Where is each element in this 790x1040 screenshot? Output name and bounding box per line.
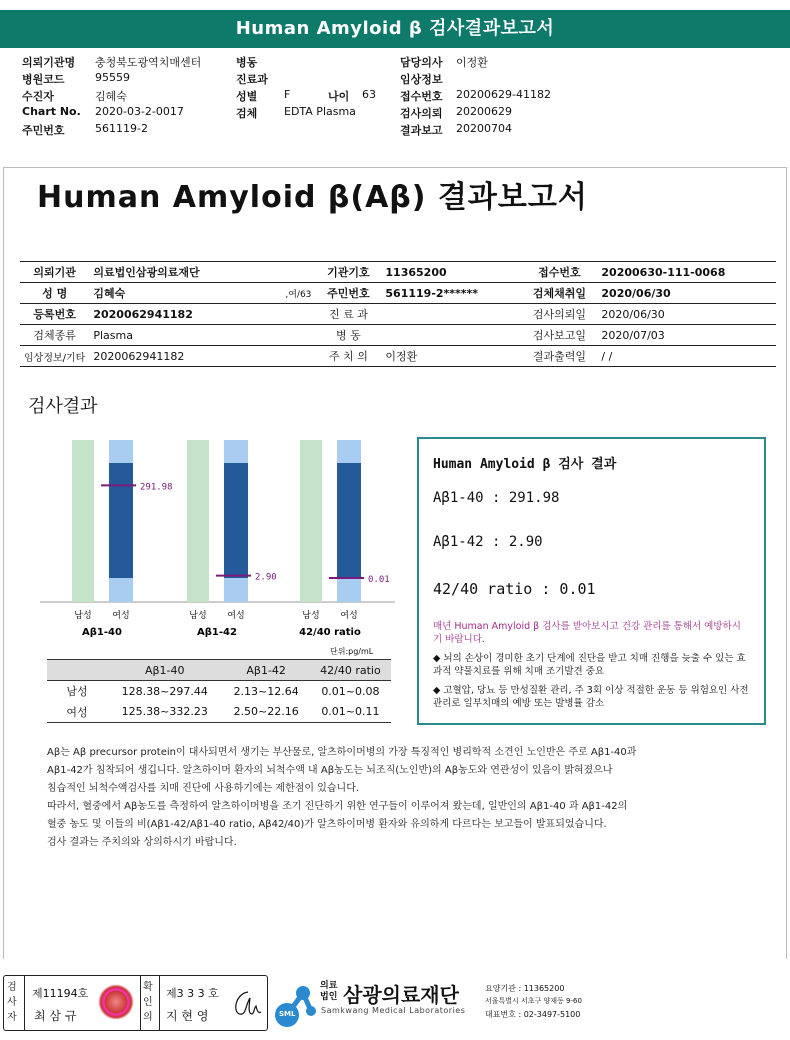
result-bullet: ◆ 뇌의 손상이 경미한 초기 단계에 진단을 받고 치매 진행을 늦출 수 있는 효과적 약물치료를 위해 치매 조기발견 중요	[433, 653, 746, 677]
result-ratio: 42/40 ratio : 0.01	[433, 580, 596, 598]
info-cell: 561119-2******	[381, 283, 521, 304]
clinical-label: 임상정보	[400, 73, 443, 86]
info-cell: / /	[597, 346, 776, 367]
patient-value-label: 2.90	[255, 572, 277, 583]
info-cell: 성 명	[20, 283, 89, 304]
description-line: 검사 결과는 주치의와 상의하시기 바랍니다.	[47, 837, 237, 848]
ref-cell: 남성	[66, 685, 88, 699]
male-axis-label: 남성	[74, 611, 92, 621]
info-cell: 진 료 과	[315, 304, 381, 325]
male-axis-label: 남성	[302, 611, 320, 621]
signature-box	[3, 975, 268, 1031]
info-cell: 2020/07/03	[597, 325, 776, 346]
description-line: 혈중 농도 및 이들의 비(Aβ1-42/Aβ1-40 ratio, Aβ42/40)가 알츠하이머병 환자와 유의하게 다르다는 보고들이 발표되었습니다.	[47, 819, 607, 830]
female-normal-range-bar	[337, 463, 361, 578]
org-tel-line: 대표번호 : 02-3497-5100	[485, 1010, 581, 1019]
patient-value: 김혜숙	[95, 90, 127, 103]
male-range-bar	[300, 440, 322, 602]
tester-name: 최 삼 규	[34, 1009, 77, 1023]
info-cell: Plasma	[89, 325, 315, 346]
female-axis-label: 여성	[340, 611, 358, 621]
group-axis-label: 42/40 ratio	[299, 627, 361, 638]
female-axis-label: 여성	[227, 611, 245, 621]
receipt-label: 접수번호	[400, 90, 443, 103]
seal-stamp-icon	[98, 984, 134, 1020]
description	[47, 744, 777, 852]
description-line: 침습적인 뇌척수액검사를 치매 진단에 사용하기에는 제한점이 있습니다.	[47, 783, 360, 794]
info-cell: 검사의뢰일	[521, 304, 597, 325]
ref-header: 42/40 ratio	[310, 660, 391, 681]
sex-label: 성별	[236, 90, 258, 103]
ref-cell: 2.50~22.16	[222, 702, 309, 723]
tester-label: 검사자	[7, 982, 17, 1023]
chart-no-value: 2020-03-2-0017	[95, 105, 184, 118]
org-prefix: 의료법인	[320, 981, 338, 1002]
report-label: 결과보고	[400, 124, 443, 137]
code-label: 병원코드	[22, 73, 65, 86]
info-cell: 의료법인삼광의료재단	[89, 262, 269, 283]
org-english-name: Samkwang Medical Laboratories	[321, 1006, 466, 1015]
info-cell: 검사보고일	[521, 325, 597, 346]
confirm-name: 지 현 영	[166, 1009, 209, 1023]
info-cell: 의뢰기관	[20, 262, 89, 283]
info-cell: 병 동	[315, 325, 381, 346]
info-cell: 김혜숙	[89, 283, 269, 304]
doctor-value: 이정환	[456, 56, 488, 69]
result-ab42: Aβ1-42 : 2.90	[433, 534, 543, 550]
report-banner-title: Human Amyloid β 검사결과보고서	[0, 10, 790, 48]
age-value: 63	[362, 88, 376, 101]
ref-cell: 2.13~12.64	[233, 684, 299, 698]
org-name: 삼광의료재단	[343, 983, 459, 1007]
info-cell: ,여/63	[269, 283, 315, 304]
info-cell	[381, 325, 521, 346]
ref-cell: 128.38~297.44	[121, 684, 208, 698]
info-cell: 주 치 의	[315, 346, 381, 367]
male-range-bar	[187, 440, 209, 602]
patient-value-label: 291.98	[140, 482, 173, 493]
female-normal-range-bar	[109, 463, 133, 578]
ref-cell: 125.38~332.23	[107, 702, 222, 723]
patient-label: 수진자	[22, 90, 54, 103]
info-cell: 접수번호	[521, 262, 597, 283]
result-note: 매년 Human Amyloid β 검사를 받아보시고 건강 관리를 통해서 예방하시기 바랍니다.	[433, 621, 741, 645]
ref-cell: 여성	[47, 702, 107, 723]
request-value: 20200629	[456, 105, 512, 118]
info-cell: 검체종류	[20, 325, 89, 346]
info-cell	[381, 304, 521, 325]
ref-header: Aβ1-40	[107, 660, 222, 681]
ref-header: Aβ1-42	[222, 660, 309, 681]
group-axis-label: Aβ1-42	[197, 627, 237, 638]
info-cell: 결과출력일	[521, 346, 597, 367]
ward-label: 병동	[236, 56, 258, 69]
result-bullet: ◆ 고혈압, 당뇨 등 만성질환 관리, 주 3회 이상 적절한 운동 등 위험요인 사전관리로 일부치매의 예방 또는 발병률 감소	[433, 685, 749, 709]
result-summary-box	[417, 437, 766, 725]
request-label: 검사의뢰	[400, 107, 443, 120]
info-cell: 등록번호	[20, 304, 89, 325]
info-cell: 기관기호	[315, 262, 381, 283]
info-cell: 주민번호	[315, 283, 381, 304]
info-cell: 2020062941182	[89, 346, 315, 367]
chart-no-label: Chart No.	[22, 105, 81, 118]
signature-icon	[226, 984, 264, 1022]
info-cell: 11365200	[381, 262, 521, 283]
result-ab40: Aβ1-40 : 291.98	[433, 490, 560, 506]
male-axis-label: 남성	[189, 611, 207, 621]
result-box-title: Human Amyloid β 검사 결과	[433, 457, 617, 472]
hosp-value: 충청북도광역치매센터	[95, 56, 202, 69]
unit-label: 단위:pg/mL	[330, 647, 374, 656]
info-cell: 2020062941182	[89, 304, 315, 325]
male-range-bar	[72, 440, 94, 602]
hosp-label: 의뢰기관명	[22, 56, 76, 69]
info-cell: 20200630-111-0068	[597, 262, 776, 283]
amyloid-chart	[40, 430, 400, 640]
sml-logo-icon	[273, 977, 319, 1031]
info-cell: 이정환	[381, 346, 521, 367]
group-axis-label: Aβ1-40	[82, 627, 122, 638]
description-line: Aβ1-42가 침착되어 생깁니다. 알츠하이머 환자의 뇌척수액 내 Aβ농도는 뇌조직(노인반)의 Aβ농도와 연관성이 있음이 밝혀졌으나	[47, 765, 613, 776]
org-code-line: 요양기관 : 11365200	[485, 984, 565, 993]
info-cell: 2020/06/30	[597, 304, 776, 325]
info-cell: 검체채취일	[521, 283, 597, 304]
rrn-label: 주민번호	[22, 124, 65, 137]
dept-label: 진료과	[236, 73, 268, 86]
confirm-number: 제3 3 3 호	[166, 987, 219, 1000]
request-header	[22, 54, 782, 139]
female-axis-label: 여성	[112, 611, 130, 621]
sex-value: F	[284, 88, 291, 101]
info-cell: 2020/06/30	[597, 283, 776, 304]
org-address-line: 서울특별시 서초구 양재동 9-60	[485, 997, 582, 1005]
specimen-label: 검체	[236, 107, 258, 120]
section-title: 검사결과	[28, 396, 98, 417]
specimen-value: EDTA Plasma	[284, 105, 356, 118]
code-value: 95559	[95, 71, 130, 84]
ref-cell: 0.01~0.08	[321, 684, 380, 698]
report-value: 20200704	[456, 122, 512, 135]
rrn-value: 561119-2	[95, 122, 148, 135]
sml-text: SML	[279, 1010, 296, 1018]
ref-cell: 0.01~0.11	[310, 702, 391, 723]
patient-value-label: 0.01	[368, 575, 390, 585]
description-line: 따라서, 혈중에서 Aβ농도를 측정하여 알츠하이머병을 조기 진단하기 위한 연구들이 이루어져 왔는데, 일반인의 Aβ1-40 과 Aβ1-42의	[47, 801, 628, 812]
ref-header	[47, 660, 107, 681]
doctor-label: 담당의사	[400, 56, 443, 69]
report-title: Human Amyloid β(Aβ) 결과보고서	[37, 180, 588, 215]
age-label: 나이	[328, 90, 350, 103]
description-line: Aβ는 Aβ precursor protein이 대사되면서 생기는 부산물로, 알츠하이머병의 가장 특징적인 병리학적 소견인 노인반은 주로 Aβ1-40과	[47, 747, 637, 758]
patient-info-table	[20, 261, 776, 367]
female-normal-range-bar	[224, 463, 248, 578]
info-cell: 임상정보/기타	[20, 346, 89, 367]
receipt-value: 20200629-41182	[456, 88, 551, 101]
reference-range-table	[47, 659, 391, 723]
confirm-label: 확인의	[143, 982, 153, 1023]
tester-number: 제11194호	[32, 987, 89, 1000]
